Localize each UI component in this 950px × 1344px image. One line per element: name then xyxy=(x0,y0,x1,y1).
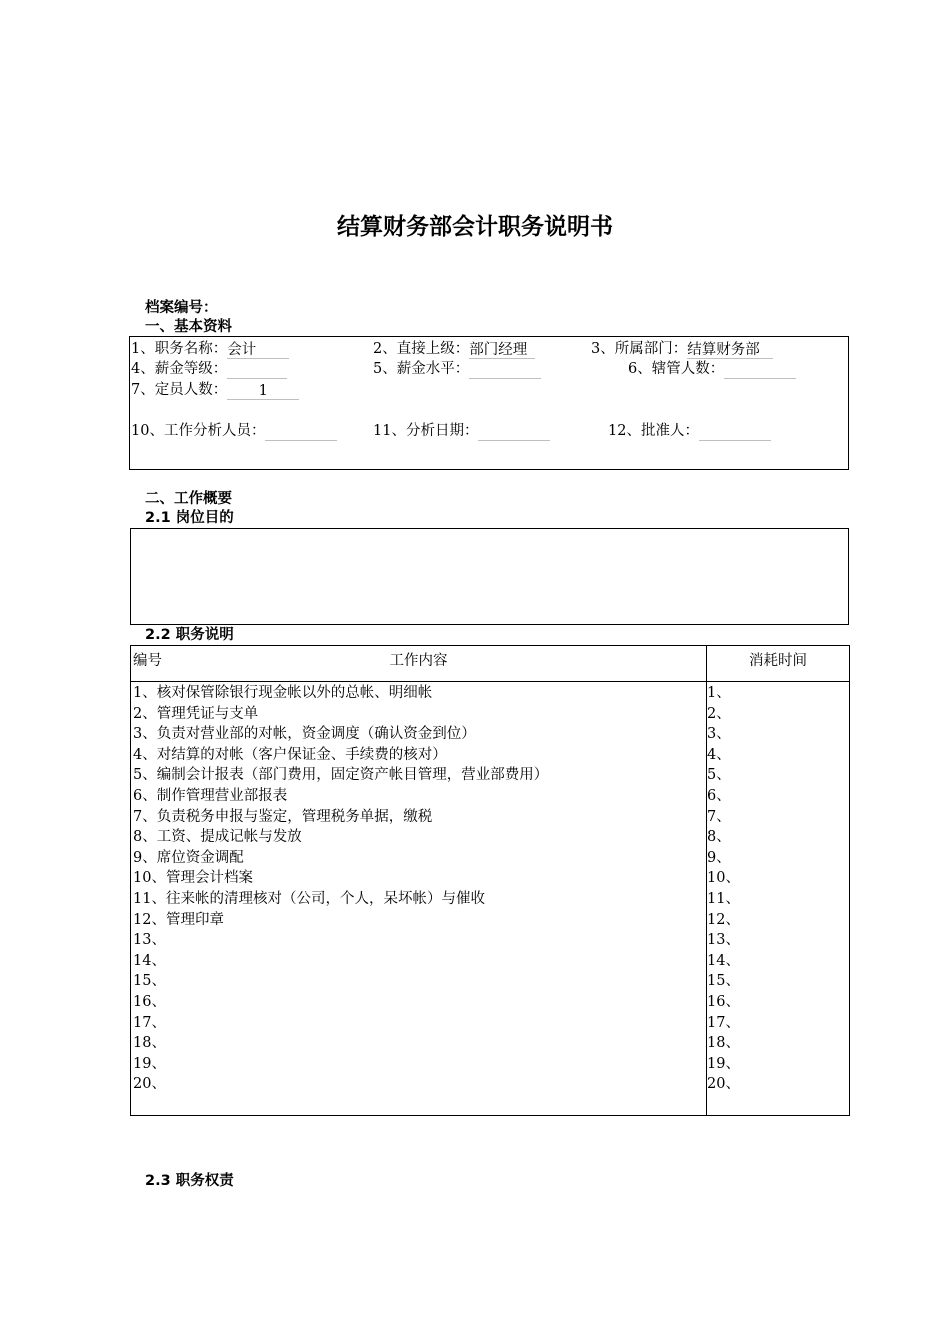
document-title: 结算财务部会计职务说明书 xyxy=(337,214,613,240)
section-work-overview-title: 二、工作概要 xyxy=(145,491,232,507)
salary-level-value[interactable] xyxy=(469,360,541,379)
time-item[interactable]: 16、 xyxy=(707,993,740,1010)
basic-info-box xyxy=(129,336,849,470)
duty-item: 4、对结算的对帐（客户保证金、手续费的核对） xyxy=(133,746,447,763)
duty-item: 20、 xyxy=(133,1076,166,1093)
header-time-spent: 消耗时间 xyxy=(707,646,850,682)
time-item[interactable]: 17、 xyxy=(707,1014,740,1031)
duty-item: 11、往来帐的清理核对（公司，个人，呆坏帐）与催收 xyxy=(133,890,485,907)
duty-item: 16、 xyxy=(133,993,166,1010)
duty-description-title: 2.2 职务说明 xyxy=(145,627,234,643)
subordinates-value[interactable] xyxy=(724,360,796,379)
salary-grade-label: 4、薪金等级： xyxy=(131,361,228,377)
direct-superior-label: 2、直接上级： xyxy=(373,341,470,357)
duty-item: 14、 xyxy=(133,952,166,969)
field-subordinates xyxy=(628,359,796,379)
duty-item: 12、管理印章 xyxy=(133,911,224,928)
time-item[interactable]: 11、 xyxy=(707,890,740,907)
time-item[interactable]: 19、 xyxy=(707,1055,740,1072)
duty-item: 2、管理凭证与支单 xyxy=(133,705,259,722)
time-item[interactable]: 20、 xyxy=(707,1076,740,1093)
time-item[interactable]: 1、 xyxy=(707,685,731,701)
header-number: 编号 xyxy=(133,653,162,669)
time-item[interactable]: 12、 xyxy=(707,911,740,928)
time-item[interactable]: 3、 xyxy=(707,726,731,743)
field-salary-level xyxy=(373,359,541,379)
duty-table xyxy=(130,645,850,1116)
headcount-value[interactable]: 1 xyxy=(227,381,299,400)
duty-item: 5、编制会计报表（部门费用，固定资产帐目管理，营业部费用） xyxy=(133,767,549,784)
duty-header-content-cell xyxy=(131,646,707,682)
duty-table-body xyxy=(131,682,850,1116)
field-headcount xyxy=(131,380,299,400)
duty-items-cell xyxy=(131,682,707,1116)
field-salary-grade xyxy=(131,359,287,379)
direct-superior-value[interactable]: 部门经理 xyxy=(469,340,535,359)
approver-value[interactable] xyxy=(699,422,771,441)
time-item[interactable]: 10、 xyxy=(707,870,740,887)
analysis-date-label: 11、分析日期： xyxy=(373,423,479,439)
job-purpose-title: 2.1 岗位目的 xyxy=(145,510,234,526)
duty-items-list xyxy=(131,683,706,1095)
duty-item: 13、 xyxy=(133,932,166,949)
duty-item: 18、 xyxy=(133,1035,166,1052)
duty-item: 3、负责对营业部的对帐，资金调度（确认资金到位） xyxy=(133,726,476,743)
duty-item: 1、核对保管除银行现金帐以外的总帐、明细帐 xyxy=(133,685,433,701)
job-title-label: 1、职务名称： xyxy=(131,341,228,357)
duty-item: 15、 xyxy=(133,973,166,990)
department-value[interactable]: 结算财务部 xyxy=(687,340,773,359)
salary-level-label: 5、薪金水平： xyxy=(373,361,470,377)
duty-item: 7、负责税务申报与鉴定，管理税务单据，缴税 xyxy=(133,808,433,825)
salary-grade-value[interactable] xyxy=(227,360,287,379)
time-item[interactable]: 6、 xyxy=(707,787,731,804)
duty-item: 8、工资、提成记帐与发放 xyxy=(133,829,302,846)
time-item[interactable]: 2、 xyxy=(707,705,731,722)
time-item[interactable]: 5、 xyxy=(707,767,731,784)
duty-item: 19、 xyxy=(133,1055,166,1072)
duty-time-list xyxy=(707,683,849,1095)
department-label: 3、所属部门： xyxy=(591,341,688,357)
time-item[interactable]: 7、 xyxy=(707,808,731,825)
duty-item: 10、管理会计档案 xyxy=(133,870,253,887)
time-item[interactable]: 8、 xyxy=(707,829,731,846)
duty-item: 9、席位资金调配 xyxy=(133,849,244,866)
job-title-value[interactable]: 会计 xyxy=(227,340,289,359)
approver-label: 12、批准人： xyxy=(608,423,699,439)
duty-item: 17、 xyxy=(133,1014,166,1031)
field-job-title xyxy=(131,339,289,359)
duty-time-cell xyxy=(707,682,850,1116)
duty-table-header xyxy=(131,646,850,682)
time-item[interactable]: 9、 xyxy=(707,849,731,866)
field-analysis-date xyxy=(373,421,550,441)
headcount-label: 7、定员人数： xyxy=(131,382,228,398)
job-analyst-label: 10、工作分析人员： xyxy=(131,423,266,439)
file-number-label: 档案编号： xyxy=(145,300,218,316)
time-item[interactable]: 14、 xyxy=(707,952,740,969)
analysis-date-value[interactable] xyxy=(478,422,550,441)
time-item[interactable]: 13、 xyxy=(707,932,740,949)
field-job-analyst xyxy=(131,421,337,441)
job-purpose-box[interactable] xyxy=(130,528,849,625)
section-basic-info-title: 一、基本资料 xyxy=(145,319,232,335)
duty-item: 6、制作管理营业部报表 xyxy=(133,787,288,804)
time-item[interactable]: 18、 xyxy=(707,1035,740,1052)
time-item[interactable]: 15、 xyxy=(707,973,740,990)
field-direct-superior xyxy=(373,339,535,359)
header-work-content: 工作内容 xyxy=(389,653,448,669)
time-item[interactable]: 4、 xyxy=(707,746,731,763)
field-approver xyxy=(608,421,771,441)
duty-responsibility-title: 2.3 职务权责 xyxy=(145,1173,234,1189)
subordinates-label: 6、辖管人数： xyxy=(628,361,725,377)
field-department xyxy=(591,339,773,359)
job-analyst-value[interactable] xyxy=(265,422,337,441)
